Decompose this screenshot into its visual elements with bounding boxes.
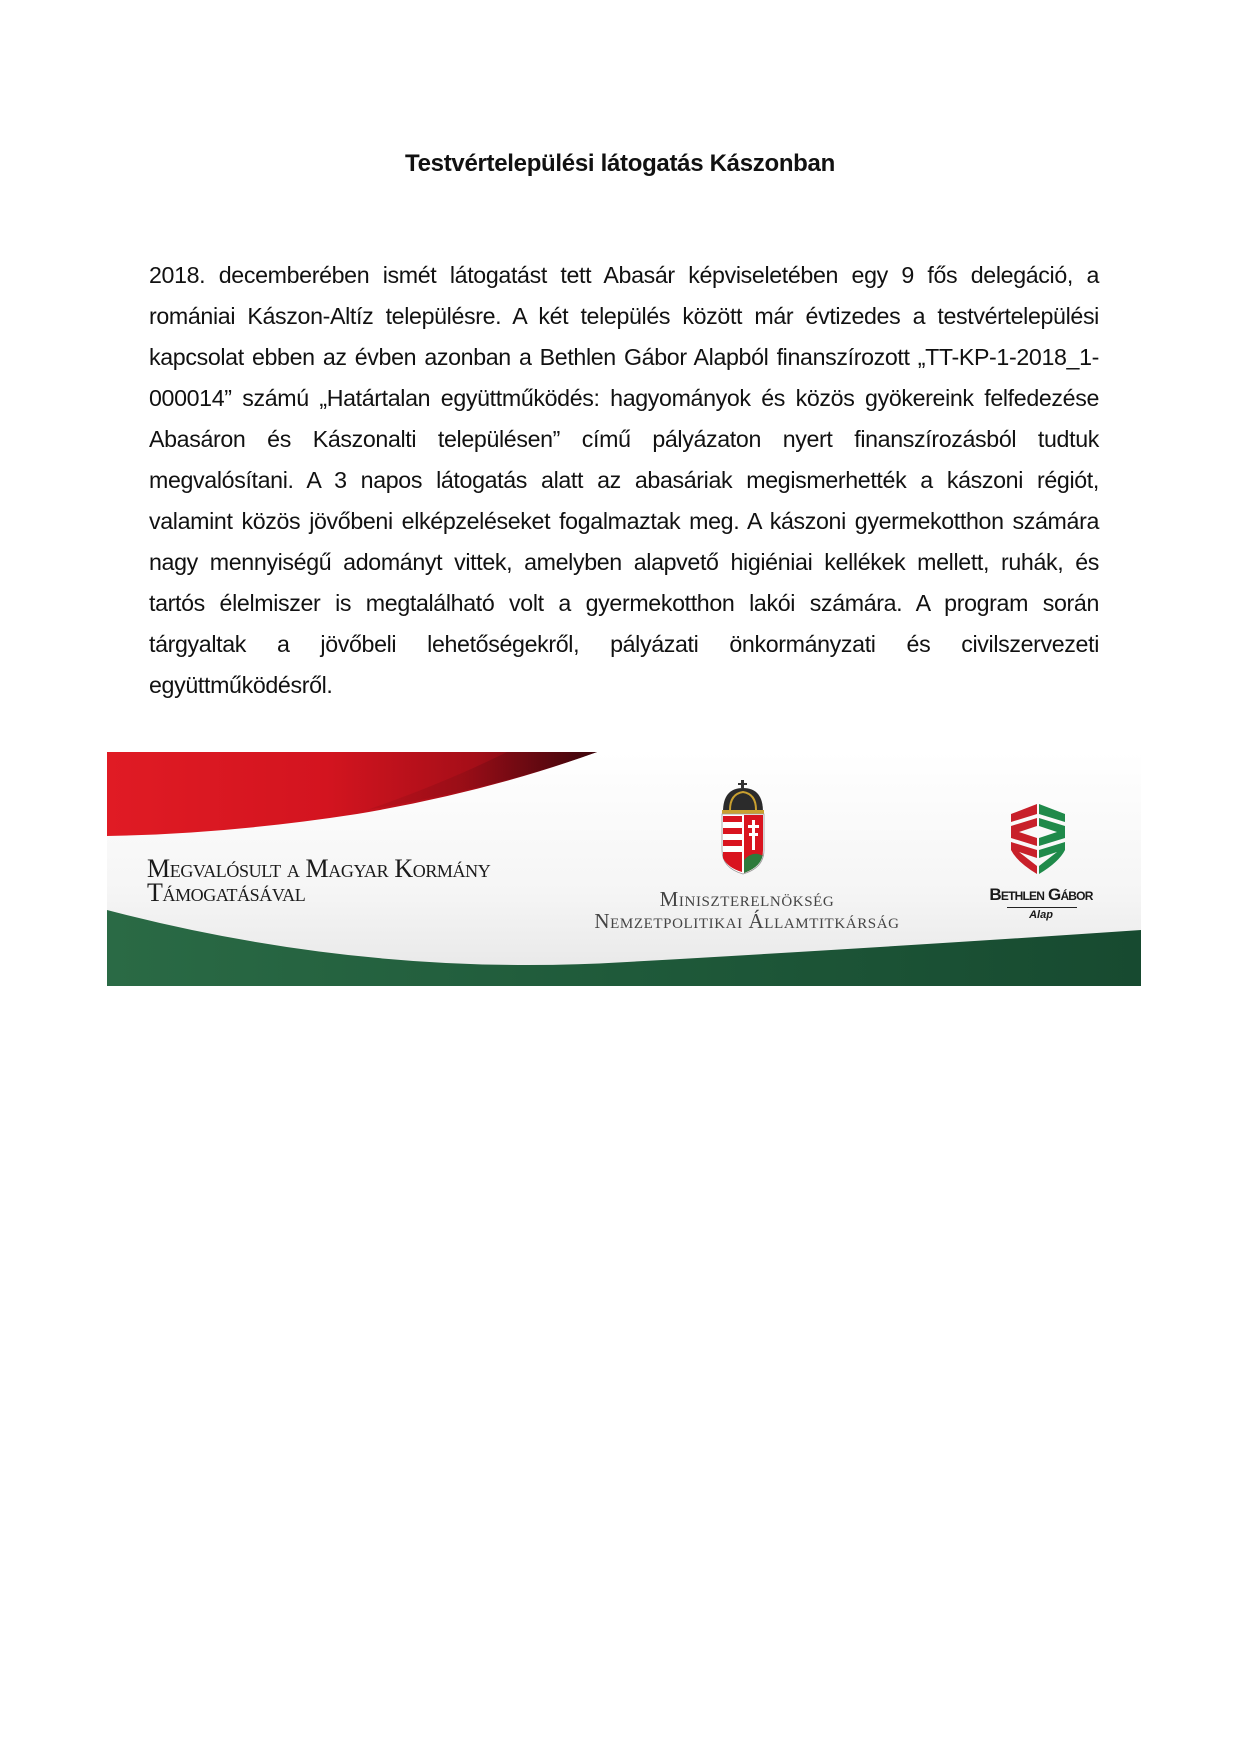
document-body-paragraph: 2018. decemberében ismét látogatást tett Abasár képviseletében egy 9 fős delegáció, a romániai Kászon-Altíz településre. A két település között már évtizedes a testvértelepülési kapcsolat ebben az évben azonban a Bethlen Gábor Alapból finanszírozott „TT-KP-1-2018_1-000014” számú „Határtalan együttműködés: hagyományok és közös gyökereink felfedezése Abasáron és Kászonalti településen” című pályázaton nyert finanszírozásból tudtuk megvalósítani. A 3 napos látogatás alatt az abasáriak megismerhették a kászoni régiót, valamint közös jövőbeni elképzeléseket fogalmaztak meg. A kászoni gyermekotthon számára nagy mennyiségű adományt vittek, amelyben alapvető higiéniai kellékek mellett, ruhák, és tartós élelmiszer is megtalálható volt a gyermekotthon lakói számára. A program során tárgyaltak a jövőbeli lehetőségekről, pályázati önkormányzati és civilszervezeti együttműködésről.: [149, 262, 1099, 698]
ministry-line-1: Miniszterelnökség: [659, 887, 835, 911]
hungarian-coat-of-arms-icon: [718, 780, 768, 875]
government-support-line-1: Megvalósult a Magyar Kormány: [147, 854, 491, 883]
document-title: Testvértelepülési látogatás Kászonban: [405, 150, 835, 177]
government-support-line-2: Támogatásával: [147, 878, 306, 907]
fund-name: Bethlen Gábor: [989, 885, 1093, 904]
ministry-text: [557, 888, 937, 932]
funding-banner: [107, 752, 1141, 986]
bethlen-gabor-alap-logo-icon: [1007, 802, 1069, 882]
ministry-line-2: Nemzetpolitikai Államtitkárság: [594, 909, 900, 933]
fund-divider: [1007, 907, 1077, 908]
government-support-text: [147, 854, 491, 907]
fund-subtitle: Alap: [1029, 909, 1053, 921]
